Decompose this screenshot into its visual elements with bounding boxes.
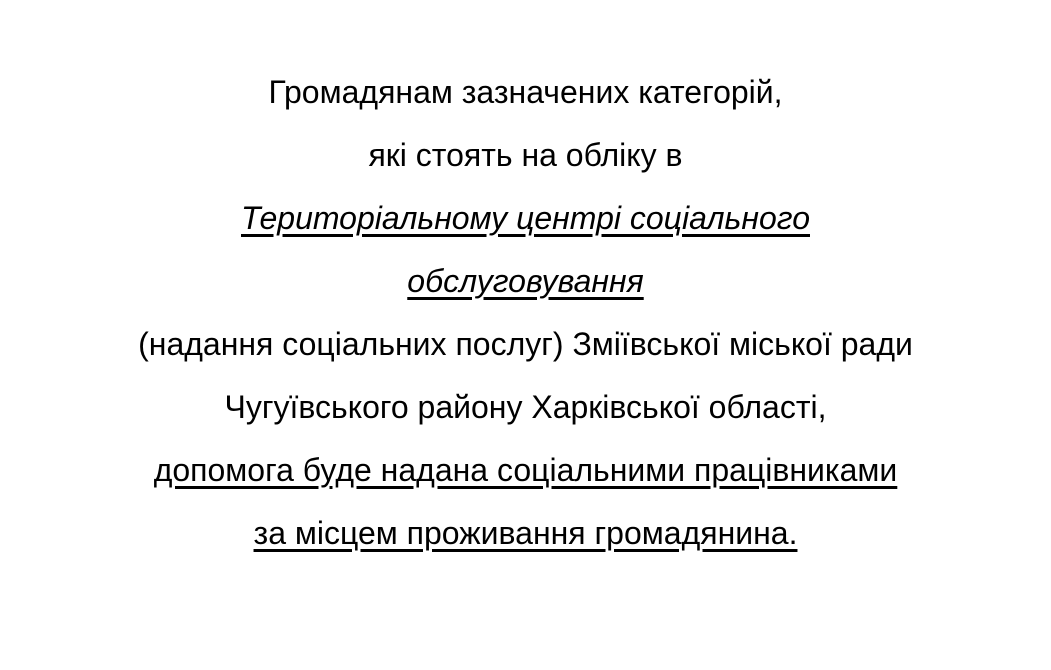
text-line-7: допомога буде надана соціальними працівниками <box>153 452 898 488</box>
text-line-6: Чугуївського району Харківської області, <box>224 389 827 425</box>
text-line-3: Територіальному центрі соціального <box>241 200 810 236</box>
text-line-2: які стоять на обліку в <box>368 137 683 173</box>
text-line-1: Громадянам зазначених категорій, <box>268 74 783 110</box>
text-line-4: обслуговування <box>407 263 644 299</box>
text-line-5: (надання соціальних послуг) Зміївської міської ради <box>138 326 913 362</box>
text-line-8: за місцем проживання громадянина. <box>253 515 798 551</box>
